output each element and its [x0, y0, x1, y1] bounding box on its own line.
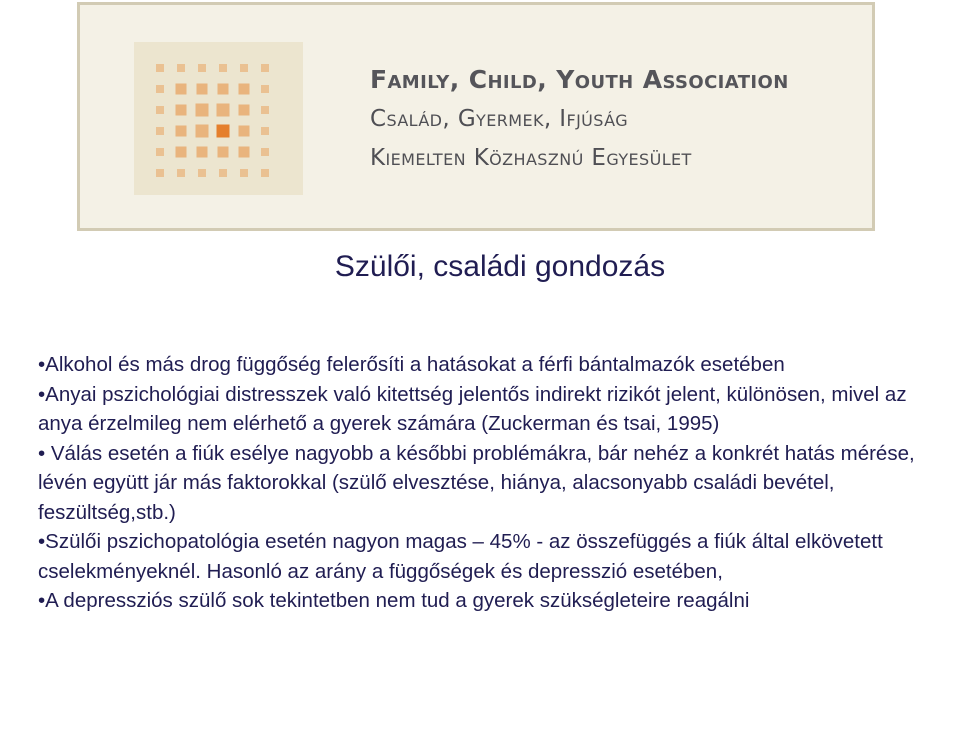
logo-square — [240, 64, 248, 72]
content-body — [38, 350, 938, 616]
logo-square — [219, 64, 227, 72]
logo-square — [261, 85, 269, 93]
square-grid-logo-icon — [134, 42, 303, 195]
logo-square — [197, 84, 208, 95]
logo-square — [239, 105, 250, 116]
logo-square — [156, 148, 164, 156]
logo-square — [261, 64, 269, 72]
logo-square — [177, 64, 185, 72]
logo-square — [239, 126, 250, 137]
logo-square — [177, 169, 185, 177]
org-status: Kiemelten Közhasznú Egyesület — [370, 145, 692, 171]
logo-square — [156, 106, 164, 114]
logo-square — [156, 64, 164, 72]
logo-square — [239, 147, 250, 158]
paragraph-alcohol: •Alkohol és más drog függőség felerősíti a hatásokat a férfi bántalmazók esetében — [38, 353, 785, 376]
logo-square — [261, 127, 269, 135]
logo-square — [198, 169, 206, 177]
org-name-english: Family, Child, Youth Association — [370, 65, 789, 94]
header-banner — [77, 2, 875, 231]
logo-square — [261, 148, 269, 156]
logo-square — [240, 169, 248, 177]
logo-square — [176, 147, 187, 158]
logo-square — [261, 169, 269, 177]
logo-square — [218, 84, 229, 95]
logo-square — [198, 64, 206, 72]
logo-square — [218, 147, 229, 158]
logo-square — [197, 147, 208, 158]
logo-square — [219, 169, 227, 177]
logo-square — [217, 125, 230, 138]
logo-square — [261, 106, 269, 114]
page-title: Szülői, családi gondozás — [334, 250, 666, 283]
paragraph-depression: •A depressziós szülő sok tekintetben nem tud a gyerek szükségleteire reagálni — [38, 589, 750, 612]
logo-square — [196, 125, 209, 138]
paragraph-divorce: • Válás esetén a fiúk esélye nagyobb a későbbi problémákra, bár nehéz a konkrét hatás mérése, lévén együtt jár más faktorokkal (szülő elvesztése, hiánya, alacsonyabb családi bevétel, feszültség,stb.) — [38, 441, 915, 524]
logo-square — [156, 127, 164, 135]
paragraph-maternal-distress: •Anyai pszichológiai distresszek való kitettség jelentős indirekt rizikót jelent, különösen, mivel az anya érzelmileg nem elérhető a gyerek számára (Zuckerman és tsai, 1995) — [38, 382, 907, 435]
logo-square — [217, 104, 230, 117]
logo-square — [176, 105, 187, 116]
logo-square — [156, 169, 164, 177]
logo-square — [176, 84, 187, 95]
logo-square — [156, 85, 164, 93]
logo-square — [196, 104, 209, 117]
logo-square — [239, 84, 250, 95]
paragraph-psychopathology: •Szülői pszichopatológia esetén nagyon magas – 45% - az összefüggés a fiúk által elkövetett cselekményeknél. Hasonló az arány a függőségek és depresszió esetében, — [38, 530, 883, 583]
logo-icon — [134, 42, 303, 195]
org-name-hungarian: Család, Gyermek, Ifjúság — [370, 106, 629, 132]
logo-square — [176, 126, 187, 137]
